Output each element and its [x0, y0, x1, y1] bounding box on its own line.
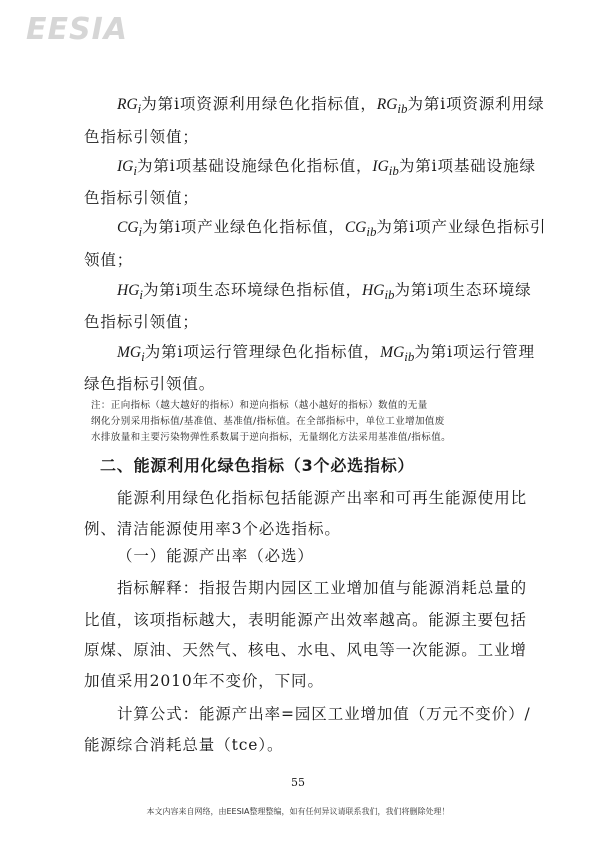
explanation-line-1: 指标解释：指报告期内园区工业增加值与能源消耗总量的 — [117, 579, 528, 597]
definition-hg-line2: 色指标引领值； — [84, 313, 199, 331]
explanation-line-2: 比值，该项指标越大，表明能源产出效率越高。能源主要包括 — [84, 611, 527, 629]
definition-cg-line2: 领值； — [84, 251, 134, 269]
formula-line-2: 能源综合消耗总量（tce）。 — [84, 736, 284, 754]
eesia-logo: EESIA — [26, 12, 128, 47]
definition-ig-line2: 色指标引领值； — [84, 189, 199, 207]
note-line-2: 纲化分别采用指标值/基准值、基准值/指标值。在全部指标中，单位工业增加值废 — [91, 416, 445, 427]
explanation-line-3: 原煤、原油、天然气、核电、水电、风电等一次能源。工业增 — [84, 641, 527, 659]
section-heading: 二、能源利用化绿色指标（3个必选指标） — [100, 456, 415, 475]
note-line-3: 水排放量和主要污染物弹性系数属于逆向指标，无量纲化方法采用基准值/指标值。 — [91, 432, 452, 443]
definition-rg-line2: 色指标引领值； — [84, 128, 199, 146]
definition-cg-line1: $CG_i$为第i项产业绿色化指标值，$CG_{ib}$为第i项产业绿色指标引 — [117, 218, 547, 240]
definition-rg-line1: $RG_i$为第i项资源利用绿色化指标值，$RG_{ib}$为第i项资源利用绿 — [117, 95, 545, 117]
definition-ig-line1: $IG_i$为第i项基础设施绿色化指标值，$IG_{ib}$为第i项基础设施绿 — [117, 157, 536, 179]
definition-mg-line1: $MG_i$为第i项运行管理绿色化指标值，$MG_{ib}$为第i项运行管理 — [117, 343, 535, 365]
intro-line-1: 能源利用绿色化指标包括能源产出率和可再生能源使用比 — [117, 489, 528, 507]
definition-hg-line1: $HG_i$为第i项生态环境绿色指标值，$HG_{ib}$为第i项生态环境绿 — [117, 281, 532, 303]
formula-line-1: 计算公式：能源产出率=园区工业增加值（万元不变价）/ — [117, 705, 531, 723]
footer-disclaimer: 本文内容来自网络，由EESIA整理整编，如有任何异议请联系我们，我们将删除处理！ — [146, 807, 450, 816]
definition-mg-line2: 绿色指标引领值。 — [84, 375, 216, 393]
note-line-1: 注：正向指标（越大越好的指标）和逆向指标（越小越好的指标）数值的无量 — [91, 400, 428, 411]
page-number: 55 — [291, 776, 305, 789]
explanation-line-4: 加值采用2010年不变价，下同。 — [84, 672, 324, 690]
intro-line-2: 例、清洁能源使用率3个必选指标。 — [84, 520, 341, 538]
subsection-heading: （一）能源产出率（必选） — [117, 547, 314, 565]
